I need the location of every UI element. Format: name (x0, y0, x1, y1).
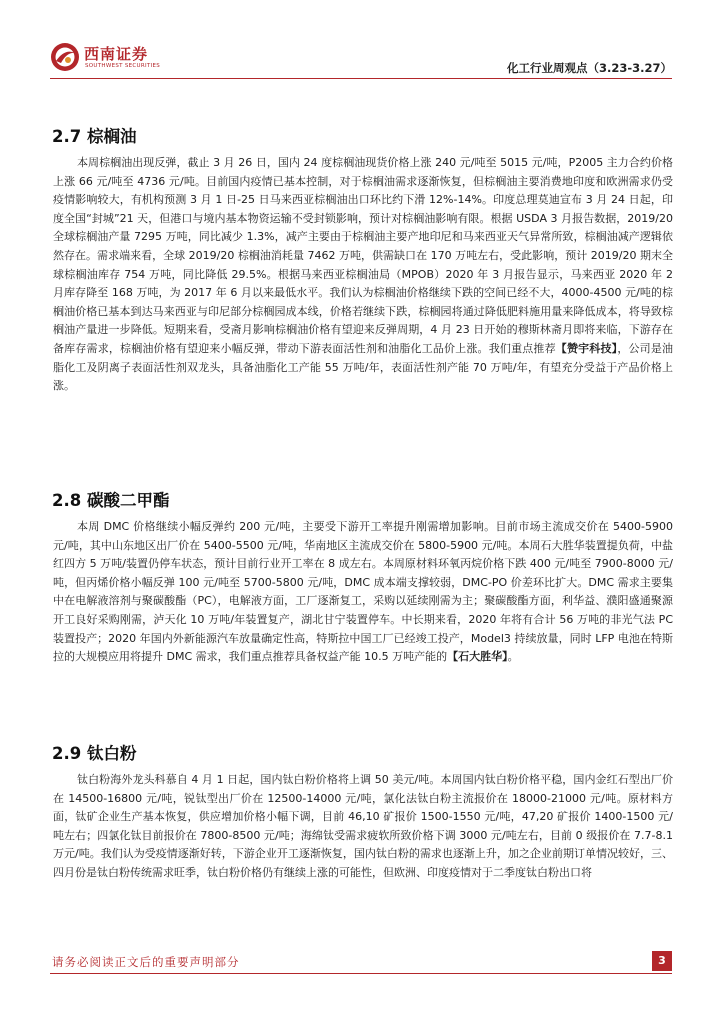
paragraph-text: 。 (507, 650, 519, 664)
section-paragraph-dmc (53, 518, 673, 667)
report-title: 化工行业周观点（3.23-3.27） (506, 61, 672, 75)
section-paragraph-palm-oil (53, 154, 673, 396)
section-heading-palm-oil: 2.7 棕榈油 (52, 127, 137, 146)
logo-chinese-name: 西南证券 (84, 45, 149, 63)
paragraph-text: 钛白粉海外龙头科慕自 4 月 1 日起，国内钛白粉价格将上调 50 美元/吨。本周国内钛白粉价格平稳，国内金红石型出厂价在 14500-16800 元/吨，锐钛型出厂价在 12500-14000 元/吨，氯化法钛白粉主流报价在 18000-21000 元/吨。原材料方面，钛矿企业生产基本恢复，供应增加价格小幅下调，目前 46,10 矿报价 1500-1550 元/吨，47,20 矿报价 1400-1500 元/吨左右；四氯化钛目前报价在 7800-8500 元/吨；海绵钛受需求疲软所致价格下调 3000 元/吨左右，目前 0 级报价在 7.7-8.1 万元/吨。我们认为受疫情逐渐好转，下游企业开工逐渐恢复，国内钛白粉的需求也逐渐上升，加之企业前期订单情况较好，三、四月份是钛白粉传统需求旺季，钛白粉价格仍有继续上涨的可能性，但欧洲、印度疫情对于二季度钛白粉出口将 (53, 773, 673, 879)
southwest-securities-logo-icon (50, 42, 80, 72)
section-paragraph-titanium-dioxide (53, 771, 673, 883)
disclaimer-note: 请务必阅读正文后的重要声明部分 (52, 955, 240, 969)
paragraph-text: 本周 DMC 价格继续小幅反弹约 200 元/吨，主要受下游开工率提升刚需增加影响。目前市场主流成交价在 5400-5900 元/吨，其中山东地区出厂价在 5400-5500 元/吨，华南地区主流成交价在 5800-5900 元/吨。本周石大胜华装置提负荷，中盐红四方 5 万吨/装置仍停车状态，预计目前行业开工率在 8 成左右。本周原材料环氧丙烷价格下跌 400 元/吨至 7900-8000 元/吨，但丙烯价格小幅反弹 100 元/吨至 5700-5800 元/吨，DMC 成本端支撑较弱，DMC-PO 价差环比扩大。DMC 需求主要集中在电解液溶剂与聚碳酸酯（PC），电解液方面，工厂逐渐复工，采购以延续刚需为主；聚碳酸酯方面，利华益、濮阳盛通聚源开工良好采购刚需，泸天化 10 万吨/年装置复产，湖北甘宁装置停车。中长期来看，2020 年将有合计 56 万吨的非光气法 PC 装置投产；2020 年国内外新能源汽车放量确定性高，特斯拉中国工厂已经竣工投产，Model3 持续放量，同时 LFP 电池在特斯拉的大规模应用将提升 DMC 需求，我们重点推荐具备权益产能 10.5 万吨产能的 (53, 520, 673, 664)
header-divider (50, 78, 672, 79)
paragraph-text: 本周棕榈油出现反弹，截止 3 月 26 日，国内 24 度棕榈油现货价格上涨 240 元/吨至 5015 元/吨，P2005 主力合约价格上涨 66 元/吨至 4736 元/吨。目前国内疫情已基本控制，对于棕榈油需求逐渐恢复，但棕榈油主要消费地印度和欧洲需求仍受疫情影响较大，有机构预测 3 月 1 日-25 日马来西亚棕榈油出口环比约下滑 12%-14%。印度总理莫迪宣布 3 月 24 日起，印度全国“封城”21 天，但港口与境内基本物资运输不受封锁影响，预计对棕榈油影响有限。根据 USDA 3 月报告数据，2019/20 全球棕榈油产量 7295 万吨，同比减少 1.3%，减产主要由于棕榈油主要产地印尼和马来西亚天气异常所致，棕榈油减产逻辑依然存在。需求端来看，全球 2019/20 棕榈油消耗量 7462 万吨，供需缺口在 170 万吨左右，受此影响，预计 2019/20 期末全球棕榈油库存 754 万吨，同比降低 29.5%。根据马来西亚棕榈油局（MPOB）2020 年 3 月报告显示，马来西亚 2020 年 2 月库存降至 168 万吨，为 2017 年 6 月以来最低水平。我们认为棕榈油价格继续下跌的空间已经不大，4000-4500 元/吨的棕榈油价格已基本到达马来西亚与印尼部分棕榈园成本线，价格若继续下跌，棕榈园将通过降低肥料施用量来降低成本，将导致棕榈油产量进一步降低。短期来看，受斋月影响棕榈油价格有望迎来反弹周期，4 月 23 日开始的穆斯林斋月即将来临，下游存在备库存需求，棕榈油价格有望迎来小幅反弹，带动下游表面活性剂和油脂化工品价上涨。我们重点推荐 (53, 156, 673, 355)
page-header (0, 0, 724, 86)
paragraph-text: ，公司是油脂化工及阴离子表面活性剂双龙头，具备油脂化工产能 55 万吨/年，表面活性剂产能 70 万吨/年，有望充分受益于产品价格上涨。 (53, 341, 674, 393)
recommended-stock: 【石大胜华】 (447, 650, 508, 664)
section-heading-titanium-dioxide: 2.9 钛白粉 (52, 744, 137, 763)
recommended-stock: 【赞宇科技】 (555, 341, 618, 355)
footer-divider (50, 973, 672, 974)
section-heading-dmc: 2.8 碳酸二甲酯 (52, 491, 170, 510)
company-logo (50, 42, 190, 76)
page-number: 3 (652, 951, 672, 971)
logo-english-name: SOUTHWEST SECURITIES (85, 63, 161, 69)
